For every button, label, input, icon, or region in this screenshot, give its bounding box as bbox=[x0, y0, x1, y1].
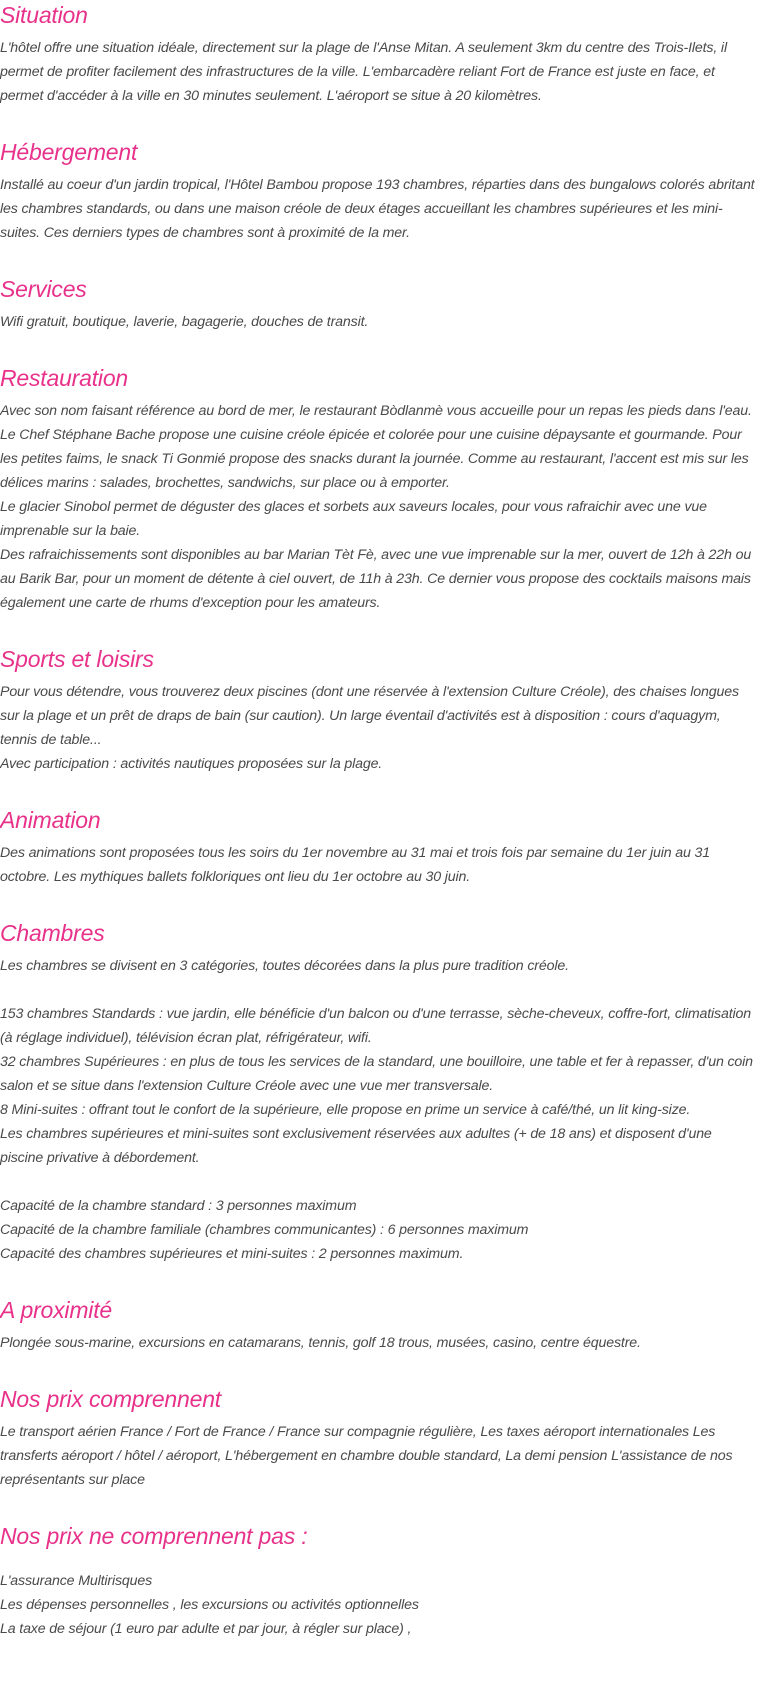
section-gap bbox=[0, 1266, 758, 1295]
paragraph: 32 chambres Supérieures : en plus de tous les services de la standard, une bouilloire, une table et fer à repasser, d'un coin salon et se situe dans l'extension Culture Créole avec une vue mer transversale. bbox=[0, 1054, 753, 1094]
paragraph: Le transport aérien France / Fort de France / France sur compagnie régulière, Les taxes aéroport internationales Les transferts aéroport / hôtel / aéroport, L'hébergement en chambre double standard, La demi pension L'assistance de nos représentants sur place bbox=[0, 1424, 733, 1488]
paragraph: Les chambres se divisent en 3 catégories, toutes décorées dans la plus pure tradition créole. bbox=[0, 958, 569, 974]
section-gap bbox=[0, 1355, 758, 1384]
section-body bbox=[0, 1557, 758, 1641]
paragraph: L'assurance Multirisques bbox=[0, 1573, 153, 1589]
section-title: Sports et loisirs bbox=[0, 646, 154, 672]
section-gap bbox=[0, 889, 758, 918]
paragraph: Avec participation : activités nautiques proposées sur la plage. bbox=[0, 756, 383, 772]
section-title: Situation bbox=[0, 2, 88, 28]
section-a-proximite bbox=[0, 1295, 758, 1355]
section-chambres bbox=[0, 918, 758, 1266]
section-gap bbox=[0, 615, 758, 644]
section-title: Nos prix ne comprennent pas : bbox=[0, 1523, 308, 1549]
section-body bbox=[0, 954, 758, 1266]
section-gap bbox=[0, 108, 758, 137]
section-body bbox=[0, 399, 758, 615]
section-situation bbox=[0, 0, 758, 108]
section-body bbox=[0, 36, 758, 108]
paragraph: Installé au coeur d'un jardin tropical, l'Hôtel Bambou propose 193 chambres, réparties dans des bungalows colorés abritant les chambres standards, ou dans une maison créole de deux étages accueillant les chambres supérieures et les mini-suites. Ces derniers types de chambres sont à proximité de la mer. bbox=[0, 177, 755, 241]
section-prix-comprennent bbox=[0, 1384, 758, 1492]
paragraph: Plongée sous-marine, excursions en catamarans, tennis, golf 18 trous, musées, casino, centre équestre. bbox=[0, 1335, 641, 1351]
section-body bbox=[0, 680, 758, 776]
paragraph: Pour vous détendre, vous trouverez deux piscines (dont une réservée à l'extension Culture Créole), des chaises longues sur la plage et un prêt de draps de bain (sur caution). Un large éventail d'activités est à disposition : cours d'aquagym, tennis de table... bbox=[0, 684, 739, 748]
paragraph: 153 chambres Standards : vue jardin, elle bénéficie d'un balcon ou d'une terrasse, sèche-cheveux, coffre-fort, climatisation (à réglage individuel), télévision écran plat, réfrigérateur, wifi. bbox=[0, 1006, 752, 1046]
section-body bbox=[0, 1420, 758, 1492]
paragraph: Wifi gratuit, boutique, laverie, bagagerie, douches de transit. bbox=[0, 314, 369, 330]
paragraph: Les dépenses personnelles , les excursions ou activités optionnelles bbox=[0, 1597, 419, 1613]
section-body bbox=[0, 173, 758, 245]
section-body bbox=[0, 310, 758, 334]
section-restauration bbox=[0, 363, 758, 615]
section-gap bbox=[0, 1492, 758, 1521]
paragraph: L'hôtel offre une situation idéale, directement sur la plage de l'Anse Mitan. A seulement 3km du centre des Trois-Ilets, il permet de profiter facilement des infrastructures de la ville. L'embarcadère reliant Fort de France est juste en face, et permet d'accéder à la ville en 30 minutes seulement. L'aéroport se situe à 20 kilomètres. bbox=[0, 40, 727, 104]
section-title: Animation bbox=[0, 807, 101, 833]
blank-line bbox=[0, 1170, 758, 1194]
paragraph: Capacité de la chambre standard : 3 personnes maximum bbox=[0, 1198, 357, 1214]
section-body bbox=[0, 1331, 758, 1355]
section-gap bbox=[0, 245, 758, 274]
section-title: Nos prix comprennent bbox=[0, 1386, 221, 1412]
paragraph: Le glacier Sinobol permet de déguster des glaces et sorbets aux saveurs locales, pour vous rafraichir avec une vue imprenable sur la baie. bbox=[0, 499, 707, 539]
blank-line bbox=[0, 1557, 758, 1569]
section-title: Restauration bbox=[0, 365, 129, 391]
section-title: Services bbox=[0, 276, 87, 302]
section-sports-loisirs bbox=[0, 644, 758, 776]
section-body bbox=[0, 841, 758, 889]
paragraph: La taxe de séjour (1 euro par adulte et par jour, à régler sur place) , bbox=[0, 1621, 412, 1637]
paragraph: Des rafraichissements sont disponibles au bar Marian Tèt Fè, avec une vue imprenable sur la mer, ouvert de 12h à 22h ou au Barik Bar, pour un moment de détente à ciel ouvert, de 11h à 23h. Ce dernier vous propose des cocktails maisons mais également une carte de rhums d'exception pour les amateurs. bbox=[0, 547, 752, 611]
section-gap bbox=[0, 776, 758, 805]
section-services bbox=[0, 274, 758, 334]
section-animation bbox=[0, 805, 758, 889]
section-prix-ne-comprennent-pas bbox=[0, 1521, 758, 1641]
paragraph: Avec son nom faisant référence au bord de mer, le restaurant Bòdlanmè vous accueille pour un repas les pieds dans l'eau. Le Chef Stéphane Bache propose une cuisine créole épicée et colorée pour une cuisine dépaysante et gourmande. Pour les petites faims, le snack Ti Gonmié propose des snacks durant la journée. Comme au restaurant, l'accent est mis sur les délices marins : salades, brochettes, sandwichs, sur place ou à emporter. bbox=[0, 403, 752, 491]
section-title: Hébergement bbox=[0, 139, 138, 165]
paragraph: Des animations sont proposées tous les soirs du 1er novembre au 31 mai et trois fois par semaine du 1er juin au 31 octobre. Les mythiques ballets folkloriques ont lieu du 1er octobre au 30 juin. bbox=[0, 845, 711, 885]
section-title: A proximité bbox=[0, 1297, 112, 1323]
paragraph: Capacité de la chambre familiale (chambres communicantes) : 6 personnes maximum bbox=[0, 1222, 529, 1238]
paragraph: Les chambres supérieures et mini-suites sont exclusivement réservées aux adultes (+ de 18 ans) et disposent d'une piscine privative à débordement. bbox=[0, 1126, 712, 1166]
paragraph: 8 Mini-suites : offrant tout le confort de la supérieure, elle propose en prime un service à café/thé, un lit king-size. bbox=[0, 1102, 691, 1118]
section-title: Chambres bbox=[0, 920, 105, 946]
paragraph: Capacité des chambres supérieures et mini-suites : 2 personnes maximum. bbox=[0, 1246, 464, 1262]
section-gap bbox=[0, 334, 758, 363]
section-hebergement bbox=[0, 137, 758, 245]
blank-line bbox=[0, 978, 758, 1002]
